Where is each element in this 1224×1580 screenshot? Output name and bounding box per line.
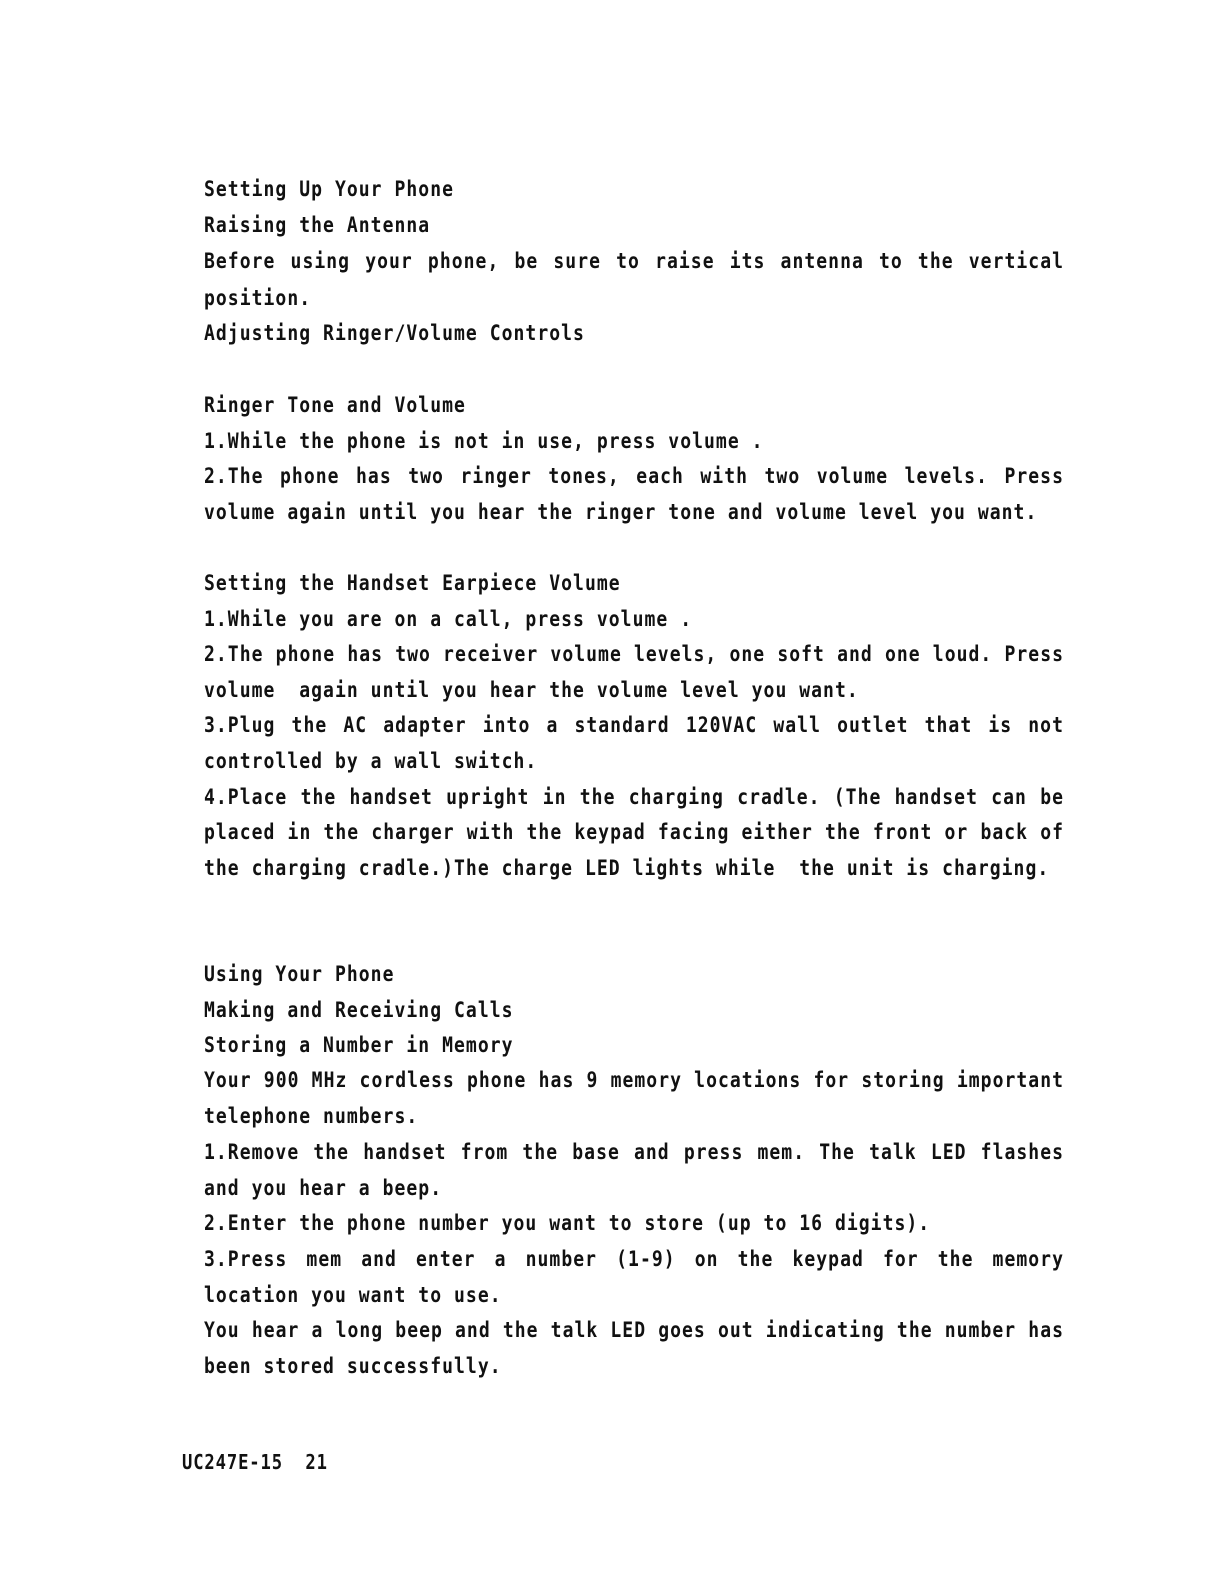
memory-intro-line: telephone numbers. [204,1104,419,1128]
earpiece-step-3-line: controlled by a wall switch. [204,749,538,773]
earpiece-step-2-line: volume again until you hear the volume level you want. [204,678,859,702]
ringer-step-1: 1.While the phone is not in use, press volume . [204,429,764,453]
memory-final-line: You hear a long beep and the talk LED goes out indicating the number has [204,1318,1064,1342]
antenna-paragraph-line: Before using your phone, be sure to raise its antenna to the vertical [204,249,1064,273]
memory-step-2: 2.Enter the phone number you want to store (up to 16 digits). [204,1211,931,1235]
subheading-making-calls: Making and Receiving Calls [204,998,514,1022]
memory-step-3-line: 3.Press mem and enter a number (1-9) on the keypad for the memory [204,1247,1064,1271]
antenna-paragraph-line: position. [204,286,312,310]
subheading-ringer-tone: Ringer Tone and Volume [204,393,466,417]
memory-step-3-line: location you want to use. [204,1283,502,1307]
earpiece-step-2-line: 2.The phone has two receiver volume levels, one soft and one loud. Press [204,642,1064,666]
subheading-adjusting-controls: Adjusting Ringer/Volume Controls [204,321,585,345]
earpiece-step-1: 1.While you are on a call, press volume . [204,607,693,631]
earpiece-step-4-line: placed in the charger with the keypad facing either the front or back of [204,820,1064,844]
earpiece-step-4-line: the charging cradle.)The charge LED lights while the unit is charging. [204,856,1050,880]
earpiece-step-3-line: 3.Plug the AC adapter into a standard 120VAC wall outlet that is not [204,713,1064,737]
ringer-step-2-line: volume again until you hear the ringer tone and volume level you want. [204,500,1038,524]
section-heading-using-phone: Using Your Phone [204,962,395,986]
subheading-raising-antenna: Raising the Antenna [204,213,431,237]
earpiece-step-4-line: 4.Place the handset upright in the charging cradle. (The handset can be [204,785,1064,809]
memory-step-1-line: and you hear a beep. [204,1176,443,1200]
subheading-earpiece-volume: Setting the Handset Earpiece Volume [204,571,621,595]
page-footer-code: UC247E-15 21 [182,1450,328,1474]
ringer-step-2-line: 2.The phone has two ringer tones, each with two volume levels. Press [204,464,1064,488]
subheading-storing-number: Storing a Number in Memory [204,1033,514,1057]
section-heading-setting-up: Setting Up Your Phone [204,177,455,201]
memory-step-1-line: 1.Remove the handset from the base and press mem. The talk LED flashes [204,1140,1064,1164]
memory-final-line: been stored successfully. [204,1354,502,1378]
memory-intro-line: Your 900 MHz cordless phone has 9 memory locations for storing important [204,1068,1064,1092]
